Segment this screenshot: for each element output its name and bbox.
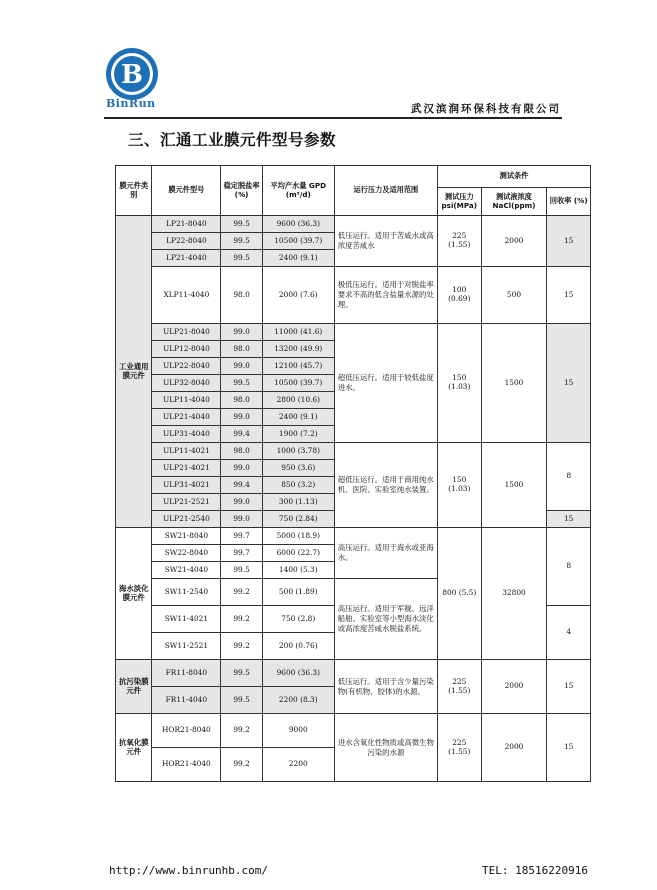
rejection-cell: 98.0 bbox=[221, 267, 263, 324]
model-cell: ULP22-8040 bbox=[152, 358, 221, 375]
model-cell: SW11-4021 bbox=[152, 606, 221, 633]
rejection-cell: 98.0 bbox=[221, 443, 263, 460]
flow-cell: 10500 (39.7) bbox=[262, 375, 334, 392]
recovery-cell: 15 bbox=[547, 660, 591, 714]
flow-cell: 2800 (10.6) bbox=[262, 392, 334, 409]
rejection-cell: 99.0 bbox=[221, 324, 263, 341]
pressure-cell: 225 (1.55) bbox=[438, 714, 482, 782]
model-cell: ULP21-8040 bbox=[152, 324, 221, 341]
rejection-cell: 99.2 bbox=[221, 714, 263, 748]
conc-cell: 500 bbox=[481, 267, 547, 324]
category-antifouling: 抗污染膜元件 bbox=[116, 660, 152, 714]
flow-cell: 11000 (41.6) bbox=[262, 324, 334, 341]
model-cell: ULP11-4021 bbox=[152, 443, 221, 460]
model-cell: SW21-8040 bbox=[152, 528, 221, 545]
flow-cell: 1000 (3.78) bbox=[262, 443, 334, 460]
pressure-cell: 800 (5.5) bbox=[438, 528, 482, 660]
header-rejection: 稳定脱盐率(%) bbox=[221, 166, 263, 216]
flow-cell: 200 (0.76) bbox=[262, 633, 334, 660]
footer-tel: TEL: 18516220916 bbox=[482, 864, 588, 877]
model-cell: SW21-4040 bbox=[152, 562, 221, 579]
flow-cell: 12100 (45.7) bbox=[262, 358, 334, 375]
header-divider bbox=[104, 117, 562, 119]
recovery-cell: 8 bbox=[547, 443, 591, 511]
flow-cell: 2000 (7.6) bbox=[262, 267, 334, 324]
model-cell: ULP31-4021 bbox=[152, 477, 221, 494]
model-cell: LP21-4040 bbox=[152, 250, 221, 267]
category-seawater: 海水淡化膜元件 bbox=[116, 528, 152, 660]
range-cell: 进水含氧化性物质或高微生物污染的水源 bbox=[334, 714, 437, 782]
company-name: 武汉滨润环保科技有限公司 bbox=[411, 103, 561, 115]
header-test-conc: 测试液浓度 NaCl(ppm) bbox=[481, 188, 547, 216]
footer-url[interactable]: http://www.binrunhb.com/ bbox=[109, 864, 268, 877]
rejection-cell: 99.7 bbox=[221, 528, 263, 545]
model-cell: SW22-8040 bbox=[152, 545, 221, 562]
flow-cell: 2200 (8.3) bbox=[262, 687, 334, 714]
pressure-cell: 150 (1.03) bbox=[438, 443, 482, 528]
header-test-conditions: 测试条件 bbox=[438, 166, 591, 188]
flow-cell: 13200 (49.9) bbox=[262, 341, 334, 358]
model-cell: ULP11-4040 bbox=[152, 392, 221, 409]
rejection-cell: 99.5 bbox=[221, 250, 263, 267]
pressure-cell: 225 (1.55) bbox=[438, 216, 482, 267]
pressure-cell: 100 (0.69) bbox=[438, 267, 482, 324]
model-cell: ULP12-8040 bbox=[152, 341, 221, 358]
model-cell: ULP21-2540 bbox=[152, 511, 221, 528]
model-cell: FR11-8040 bbox=[152, 660, 221, 687]
flow-cell: 6000 (22.7) bbox=[262, 545, 334, 562]
rejection-cell: 99.7 bbox=[221, 545, 263, 562]
rejection-cell: 99.5 bbox=[221, 216, 263, 233]
conc-cell: 1500 bbox=[481, 324, 547, 443]
model-cell: SW11-2540 bbox=[152, 579, 221, 606]
rejection-cell: 99.0 bbox=[221, 460, 263, 477]
conc-cell: 2000 bbox=[481, 660, 547, 714]
flow-cell: 9000 bbox=[262, 714, 334, 748]
model-cell: LP22-8040 bbox=[152, 233, 221, 250]
header-range: 运行压力及适用范围 bbox=[334, 166, 437, 216]
flow-cell: 10500 (39.7) bbox=[262, 233, 334, 250]
range-cell: 超低压运行。适用于较低盐度进水。 bbox=[334, 324, 437, 443]
rejection-cell: 98.0 bbox=[221, 341, 263, 358]
conc-cell: 1500 bbox=[481, 443, 547, 528]
rejection-cell: 99.4 bbox=[221, 426, 263, 443]
flow-cell: 300 (1.13) bbox=[262, 494, 334, 511]
model-cell: ULP31-4040 bbox=[152, 426, 221, 443]
recovery-cell: 15 bbox=[547, 216, 591, 267]
rejection-cell: 99.0 bbox=[221, 511, 263, 528]
conc-cell: 32800 bbox=[481, 528, 547, 660]
rejection-cell: 99.2 bbox=[221, 633, 263, 660]
flow-cell: 9600 (36.3) bbox=[262, 660, 334, 687]
recovery-cell: 15 bbox=[547, 267, 591, 324]
flow-cell: 5000 (18.9) bbox=[262, 528, 334, 545]
category-antioxidation: 抗氧化膜元件 bbox=[116, 714, 152, 782]
logo-letter: B bbox=[121, 60, 143, 90]
model-cell: ULP32-8040 bbox=[152, 375, 221, 392]
rejection-cell: 99.0 bbox=[221, 409, 263, 426]
range-cell: 低压运行。适用于苦咸水或高浓度苦咸水 bbox=[334, 216, 437, 267]
flow-cell: 1900 (7.2) bbox=[262, 426, 334, 443]
recovery-cell: 4 bbox=[547, 606, 591, 660]
pressure-cell: 225 (1.55) bbox=[438, 660, 482, 714]
rejection-cell: 99.0 bbox=[221, 494, 263, 511]
flow-cell: 850 (3.2) bbox=[262, 477, 334, 494]
flow-cell: 1400 (5.3) bbox=[262, 562, 334, 579]
binrun-logo-icon bbox=[104, 46, 160, 102]
category-industrial: 工业通用膜元件 bbox=[116, 216, 152, 528]
header-flow: 平均产水量 GPD (m³/d) bbox=[262, 166, 334, 216]
flow-cell: 2400 (9.1) bbox=[262, 250, 334, 267]
rejection-cell: 98.0 bbox=[221, 392, 263, 409]
header-recovery: 回收率 (%) bbox=[547, 188, 591, 216]
membrane-spec-table bbox=[115, 165, 591, 782]
recovery-cell: 15 bbox=[547, 714, 591, 782]
flow-cell: 750 (2.84) bbox=[262, 511, 334, 528]
conc-cell: 2000 bbox=[481, 714, 547, 782]
model-cell: HOR21-8040 bbox=[152, 714, 221, 748]
rejection-cell: 99.0 bbox=[221, 358, 263, 375]
rejection-cell: 99.5 bbox=[221, 687, 263, 714]
flow-cell: 950 (3.6) bbox=[262, 460, 334, 477]
header-test-pressure: 测试压力 psi(MPa) bbox=[438, 188, 482, 216]
rejection-cell: 99.5 bbox=[221, 375, 263, 392]
model-cell: ULP21-4040 bbox=[152, 409, 221, 426]
model-cell: SW11-2521 bbox=[152, 633, 221, 660]
flow-cell: 750 (2.8) bbox=[262, 606, 334, 633]
recovery-cell: 15 bbox=[547, 324, 591, 443]
rejection-cell: 99.5 bbox=[221, 660, 263, 687]
flow-cell: 9600 (36.3) bbox=[262, 216, 334, 233]
model-cell: LP21-8040 bbox=[152, 216, 221, 233]
header-category: 膜元件类别 bbox=[116, 166, 152, 216]
flow-cell: 500 (1.89) bbox=[262, 579, 334, 606]
recovery-cell: 8 bbox=[547, 528, 591, 606]
flow-cell: 2400 (9.1) bbox=[262, 409, 334, 426]
flow-cell: 2200 bbox=[262, 748, 334, 782]
model-cell: HOR21-4040 bbox=[152, 748, 221, 782]
range-cell: 低压运行。适用于含少量污染物(有机物、胶体)的水源。 bbox=[334, 660, 437, 714]
rejection-cell: 99.2 bbox=[221, 606, 263, 633]
model-cell: ULP21-2521 bbox=[152, 494, 221, 511]
range-cell: 高压运行。适用于海水或亚海水。 bbox=[334, 528, 437, 579]
pressure-cell: 150 (1.03) bbox=[438, 324, 482, 443]
range-cell: 超低压运行。适用于商用纯水机、医院、实验室纯水装置。 bbox=[334, 443, 437, 528]
logo-text: BinRun bbox=[106, 97, 156, 110]
rejection-cell: 99.5 bbox=[221, 233, 263, 250]
rejection-cell: 99.2 bbox=[221, 748, 263, 782]
model-cell: XLP11-4040 bbox=[152, 267, 221, 324]
range-cell: 极低压运行。适用于对脱盐率要求不高的低含盐量水源的处理。 bbox=[334, 267, 437, 324]
model-cell: FR11-4040 bbox=[152, 687, 221, 714]
section-title: 三、汇通工业膜元件型号参数 bbox=[128, 131, 337, 149]
rejection-cell: 99.2 bbox=[221, 579, 263, 606]
conc-cell: 2000 bbox=[481, 216, 547, 267]
header-model: 膜元件型号 bbox=[152, 166, 221, 216]
model-cell: ULP21-4021 bbox=[152, 460, 221, 477]
rejection-cell: 99.5 bbox=[221, 562, 263, 579]
rejection-cell: 99.4 bbox=[221, 477, 263, 494]
recovery-cell: 15 bbox=[547, 511, 591, 528]
range-cell: 高压运行。适用于军舰、远洋船舶、实验室等小型海水淡化或高浓度苦咸水脱盐系统。 bbox=[334, 579, 437, 660]
